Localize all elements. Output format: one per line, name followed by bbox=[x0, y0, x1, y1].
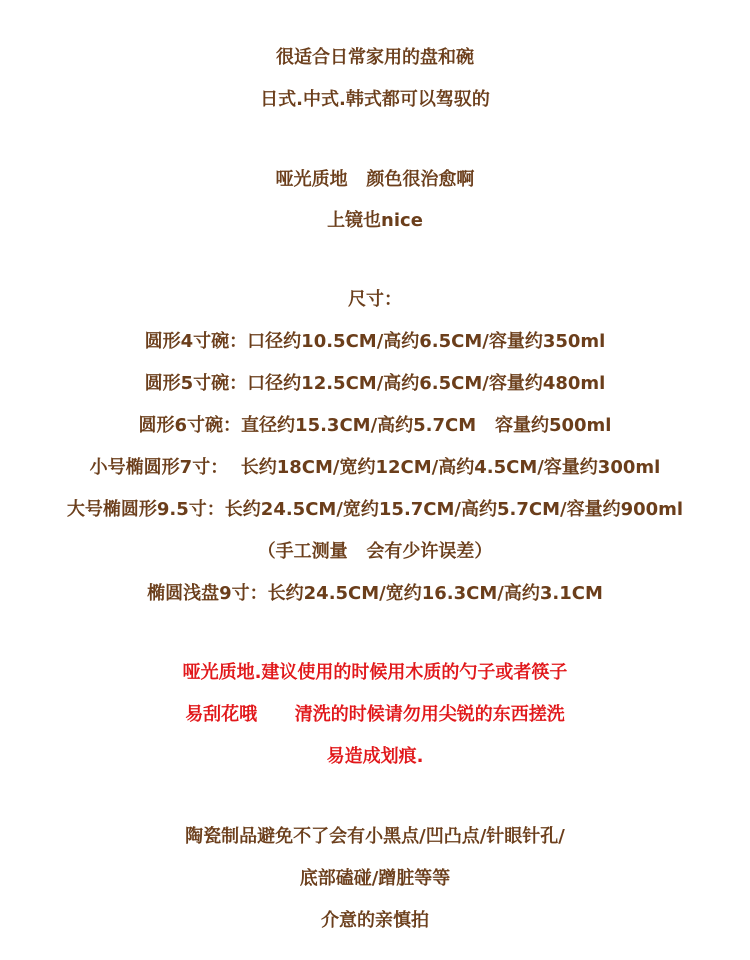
intro-line-4: 上镜也nice bbox=[327, 210, 423, 231]
warning-line-3: 易造成划痕. bbox=[326, 746, 424, 767]
intro-line-2: 日式.中式.韩式都可以驾驭的 bbox=[260, 89, 490, 110]
notice-line-3: 介意的亲慎拍 bbox=[321, 910, 429, 931]
notice-line-2: 底部磕碰/蹭脏等等 bbox=[299, 868, 451, 889]
size-item-round-5: 圆形5寸碗：口径约12.5CM/高约6.5CM/容量约480ml bbox=[144, 373, 606, 394]
notice-line-1: 陶瓷制品避免不了会有小黑点/凹凸点/针眼针孔/ bbox=[185, 826, 565, 847]
intro-line-3: 哑光质地 颜色很治愈啊 bbox=[275, 169, 475, 190]
size-item-round-6: 圆形6寸碗：直径约15.3CM/高约5.7CM 容量约500ml bbox=[138, 415, 612, 436]
warning-line-2: 易刮花哦 清洗的时候请勿用尖锐的东西搓洗 bbox=[185, 704, 565, 725]
sizes-heading: 尺寸： bbox=[348, 289, 402, 310]
warning-line-1: 哑光质地.建议使用的时候用木质的勺子或者筷子 bbox=[182, 662, 568, 683]
size-item-large-oval-9-5: 大号椭圆形9.5寸：长约24.5CM/宽约15.7CM/高约5.7CM/容量约900ml bbox=[66, 499, 684, 520]
intro-line-1: 很适合日常家用的盘和碗 bbox=[276, 47, 474, 68]
size-measurement-note: （手工测量 会有少许误差） bbox=[257, 541, 493, 562]
size-item-small-oval-7: 小号椭圆形7寸： 长约18CM/宽约12CM/高约4.5CM/容量约300ml bbox=[89, 457, 661, 478]
size-item-oval-shallow-plate-9: 椭圆浅盘9寸：长约24.5CM/宽约16.3CM/高约3.1CM bbox=[147, 583, 603, 604]
size-item-round-4: 圆形4寸碗：口径约10.5CM/高约6.5CM/容量约350ml bbox=[144, 331, 606, 352]
